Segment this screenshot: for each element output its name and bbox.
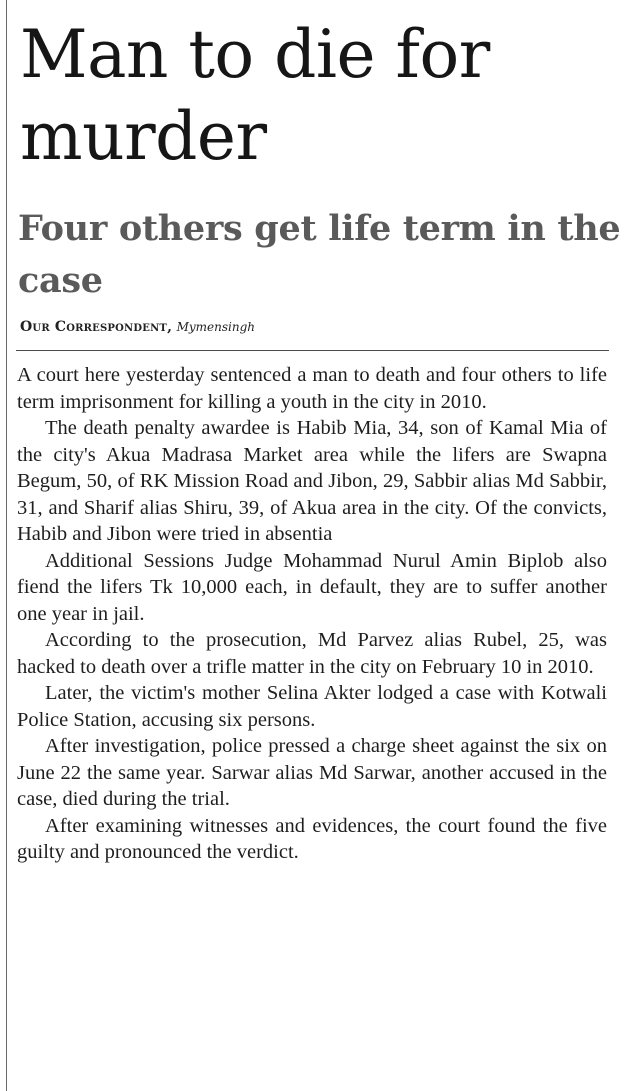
byline	[20, 317, 255, 337]
article-paragraph: After investigation, police pressed a charge sheet against the six on June 22 the same year. Sarwar alias Md Sarwar, another accused in the case, died during the trial.	[17, 735, 607, 810]
column-rule	[6, 0, 7, 1091]
byline-correspondent: Our Correspondent,	[20, 319, 173, 335]
byline-divider	[16, 350, 609, 351]
article-paragraph: According to the prosecution, Md Parvez alias Rubel, 25, was hacked to death over a trifle matter in the city on February 10 in 2010.	[17, 629, 607, 678]
article-paragraph: A court here yesterday sentenced a man to death and four others to life term imprisonment for killing a youth in the city in 2010.	[17, 364, 607, 413]
article-paragraph: Later, the victim's mother Selina Akter lodged a case with Kotwali Police Station, accusing six persons.	[17, 682, 607, 731]
article-paragraph: After examining witnesses and evidences, the court found the five guilty and pronounced the verdict.	[17, 814, 607, 863]
subheadline: Four others get life term in the case	[18, 208, 621, 301]
article-paragraph: The death penalty awardee is Habib Mia, 34, son of Kamal Mia of the city's Akua Madrasa Market area while the lifers are Swapna Begum, 50, of RK Mission Road and Jibon, 29, Sabbir alias Md Sabbir, 31, and Sharif alias Shiru, 39, of Akua area in the city. Of the convicts, Habib and Jibon were tried in absentia	[17, 417, 607, 545]
byline-location: Mymensingh	[176, 320, 256, 334]
headline: Man to die for murder	[20, 16, 490, 175]
article-body	[17, 362, 607, 866]
article-paragraph: Additional Sessions Judge Mohammad Nurul Amin Biplob also fiend the lifers Tk 10,000 each, in default, they are to suffer another one year in jail.	[17, 549, 607, 625]
